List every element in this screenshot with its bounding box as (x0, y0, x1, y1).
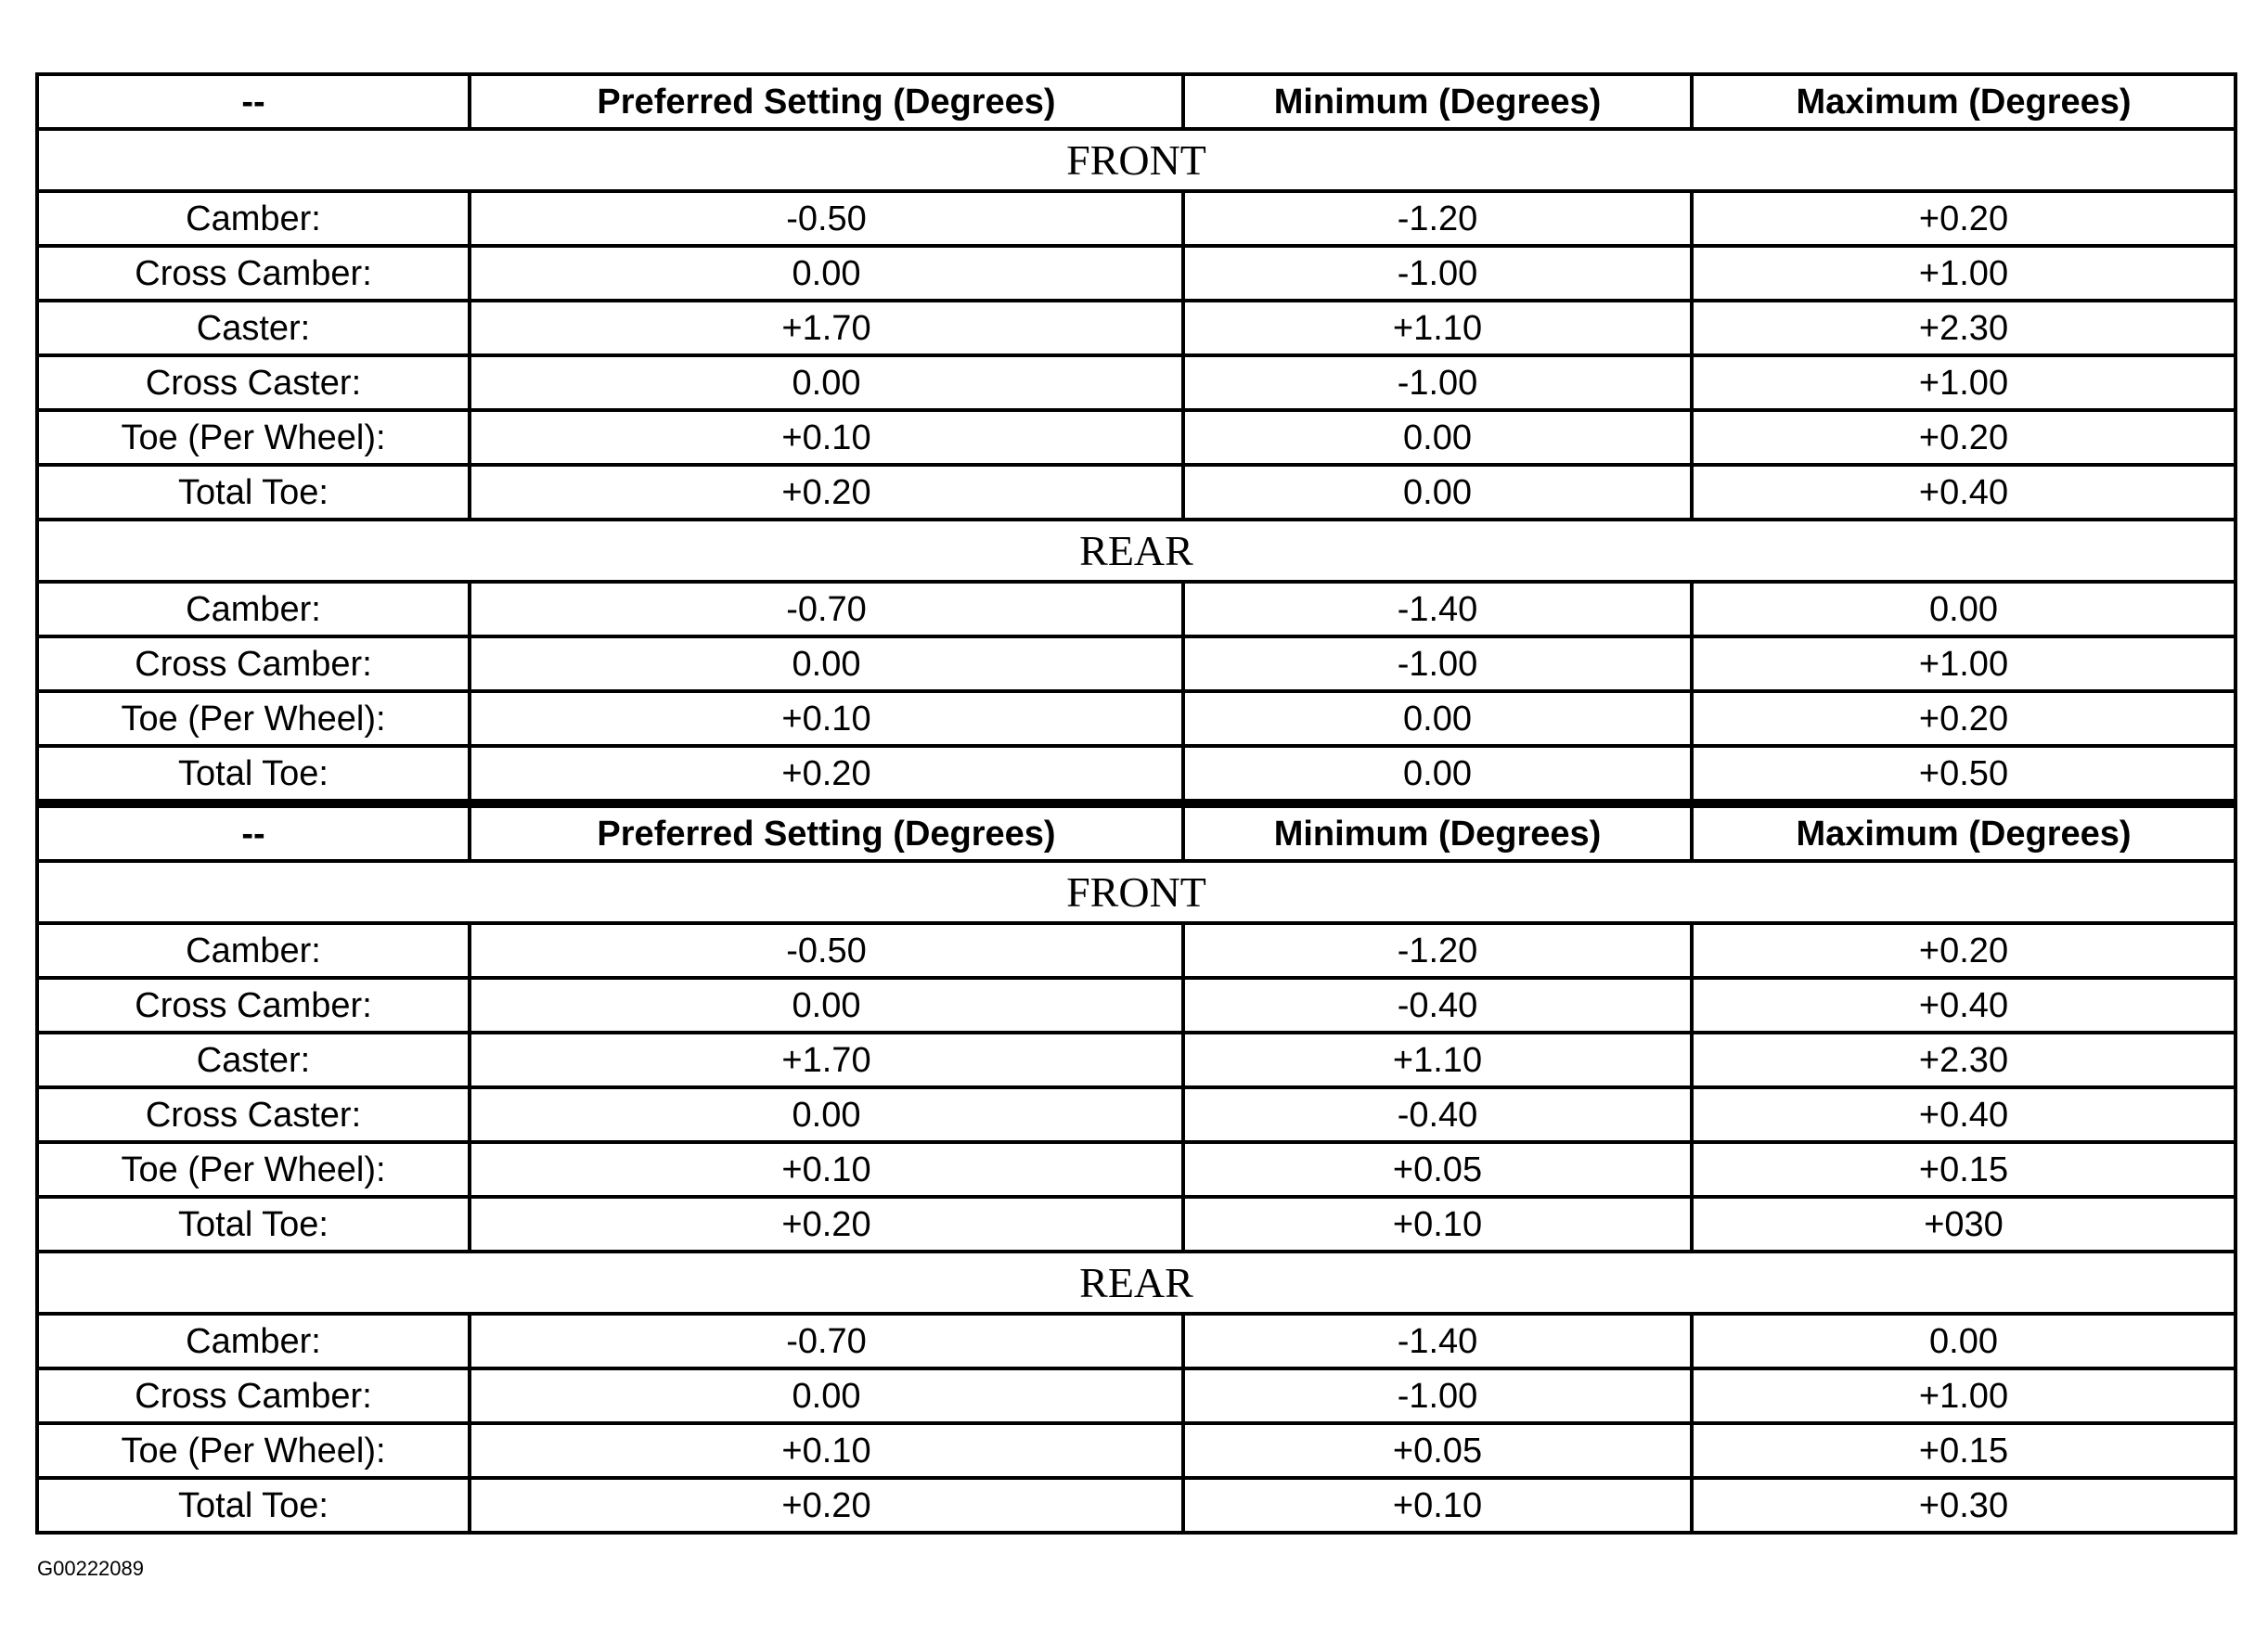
table-row (37, 1142, 2236, 1197)
figure-id-label: G00222089 (37, 1557, 144, 1580)
header-maximum-cell: Maximum (Degrees) (1692, 74, 2236, 129)
maximum-value-cell: +0.40 (1692, 978, 2236, 1033)
maximum-value-cell: +0.40 (1692, 1087, 2236, 1142)
alignment-specifications (35, 72, 2234, 1535)
header-preferred-cell: Preferred Setting (Degrees) (470, 803, 1183, 861)
column-header-row (37, 74, 2236, 129)
minimum-value-cell: -1.20 (1183, 191, 1692, 246)
minimum-value-cell: 0.00 (1183, 691, 1692, 746)
minimum-value-cell: 0.00 (1183, 410, 1692, 465)
maximum-value-cell: +1.00 (1692, 1368, 2236, 1423)
minimum-value-cell: +1.10 (1183, 301, 1692, 355)
section-label-rear: REAR (37, 520, 2236, 582)
preferred-value-cell: +0.10 (470, 1423, 1183, 1478)
table-row (37, 355, 2236, 410)
parameter-cell: Cross Camber: (37, 1368, 470, 1423)
maximum-value-cell: +0.15 (1692, 1142, 2236, 1197)
section-label-front: FRONT (37, 129, 2236, 191)
parameter-cell: Toe (Per Wheel): (37, 1142, 470, 1197)
preferred-value-cell: +0.20 (470, 1478, 1183, 1533)
table-row (37, 746, 2236, 801)
preferred-value-cell: +0.10 (470, 1142, 1183, 1197)
column-header-row (37, 803, 2236, 861)
parameter-cell: Caster: (37, 1033, 470, 1087)
preferred-value-cell: +0.10 (470, 410, 1183, 465)
minimum-value-cell: 0.00 (1183, 746, 1692, 801)
table-row (37, 691, 2236, 746)
section-row-rear (37, 520, 2236, 582)
table-row (37, 1478, 2236, 1533)
maximum-value-cell: 0.00 (1692, 1314, 2236, 1368)
header-blank-cell: -- (37, 803, 470, 861)
parameter-cell: Toe (Per Wheel): (37, 1423, 470, 1478)
parameter-cell: Camber: (37, 191, 470, 246)
table-row (37, 582, 2236, 636)
maximum-value-cell: +1.00 (1692, 246, 2236, 301)
table-row (37, 1197, 2236, 1252)
table-row (37, 1087, 2236, 1142)
table-row (37, 1033, 2236, 1087)
table-row (37, 923, 2236, 978)
preferred-value-cell: -0.70 (470, 1314, 1183, 1368)
maximum-value-cell: +030 (1692, 1197, 2236, 1252)
preferred-value-cell: +1.70 (470, 1033, 1183, 1087)
maximum-value-cell: +0.30 (1692, 1478, 2236, 1533)
preferred-value-cell: +0.10 (470, 691, 1183, 746)
table-row (37, 1368, 2236, 1423)
table-row (37, 410, 2236, 465)
table-row (37, 246, 2236, 301)
minimum-value-cell: -0.40 (1183, 978, 1692, 1033)
parameter-cell: Total Toe: (37, 465, 470, 520)
section-label-front: FRONT (37, 861, 2236, 923)
preferred-value-cell: 0.00 (470, 978, 1183, 1033)
parameter-cell: Caster: (37, 301, 470, 355)
maximum-value-cell: +0.40 (1692, 465, 2236, 520)
minimum-value-cell: -1.00 (1183, 355, 1692, 410)
minimum-value-cell: -1.00 (1183, 636, 1692, 691)
preferred-value-cell: -0.50 (470, 923, 1183, 978)
parameter-cell: Cross Caster: (37, 355, 470, 410)
maximum-value-cell: +0.20 (1692, 923, 2236, 978)
table-row (37, 301, 2236, 355)
preferred-value-cell: -0.70 (470, 582, 1183, 636)
header-blank-cell: -- (37, 74, 470, 129)
preferred-value-cell: 0.00 (470, 1087, 1183, 1142)
preferred-value-cell: 0.00 (470, 355, 1183, 410)
preferred-value-cell: +0.20 (470, 1197, 1183, 1252)
minimum-value-cell: -0.40 (1183, 1087, 1692, 1142)
parameter-cell: Total Toe: (37, 1197, 470, 1252)
minimum-value-cell: +0.05 (1183, 1142, 1692, 1197)
maximum-value-cell: +2.30 (1692, 1033, 2236, 1087)
parameter-cell: Camber: (37, 923, 470, 978)
preferred-value-cell: +1.70 (470, 301, 1183, 355)
section-row-rear (37, 1252, 2236, 1314)
minimum-value-cell: +1.10 (1183, 1033, 1692, 1087)
parameter-cell: Cross Camber: (37, 636, 470, 691)
maximum-value-cell: +0.15 (1692, 1423, 2236, 1478)
parameter-cell: Toe (Per Wheel): (37, 410, 470, 465)
parameter-cell: Toe (Per Wheel): (37, 691, 470, 746)
section-label-rear: REAR (37, 1252, 2236, 1314)
parameter-cell: Total Toe: (37, 746, 470, 801)
minimum-value-cell: +0.10 (1183, 1197, 1692, 1252)
header-maximum-cell: Maximum (Degrees) (1692, 803, 2236, 861)
parameter-cell: Cross Caster: (37, 1087, 470, 1142)
preferred-value-cell: 0.00 (470, 1368, 1183, 1423)
minimum-value-cell: +0.05 (1183, 1423, 1692, 1478)
minimum-value-cell: -1.20 (1183, 923, 1692, 978)
minimum-value-cell: 0.00 (1183, 465, 1692, 520)
parameter-cell: Camber: (37, 1314, 470, 1368)
section-row-front (37, 129, 2236, 191)
minimum-value-cell: +0.10 (1183, 1478, 1692, 1533)
maximum-value-cell: +1.00 (1692, 355, 2236, 410)
maximum-value-cell: +0.20 (1692, 410, 2236, 465)
preferred-value-cell: +0.20 (470, 746, 1183, 801)
table-row (37, 636, 2236, 691)
preferred-value-cell: 0.00 (470, 636, 1183, 691)
section-row-front (37, 861, 2236, 923)
table-row (37, 978, 2236, 1033)
preferred-value-cell: +0.20 (470, 465, 1183, 520)
minimum-value-cell: -1.00 (1183, 246, 1692, 301)
parameter-cell: Total Toe: (37, 1478, 470, 1533)
maximum-value-cell: +0.20 (1692, 191, 2236, 246)
minimum-value-cell: -1.40 (1183, 582, 1692, 636)
maximum-value-cell: 0.00 (1692, 582, 2236, 636)
header-preferred-cell: Preferred Setting (Degrees) (470, 74, 1183, 129)
parameter-cell: Cross Camber: (37, 978, 470, 1033)
header-minimum-cell: Minimum (Degrees) (1183, 74, 1692, 129)
table-row (37, 1314, 2236, 1368)
maximum-value-cell: +0.50 (1692, 746, 2236, 801)
maximum-value-cell: +1.00 (1692, 636, 2236, 691)
header-minimum-cell: Minimum (Degrees) (1183, 803, 1692, 861)
table-row (37, 191, 2236, 246)
minimum-value-cell: -1.40 (1183, 1314, 1692, 1368)
maximum-value-cell: +2.30 (1692, 301, 2236, 355)
table-row (37, 465, 2236, 520)
table-row (37, 1423, 2236, 1478)
preferred-value-cell: -0.50 (470, 191, 1183, 246)
parameter-cell: Cross Camber: (37, 246, 470, 301)
preferred-value-cell: 0.00 (470, 246, 1183, 301)
maximum-value-cell: +0.20 (1692, 691, 2236, 746)
alignment-table-2 (35, 799, 2237, 1535)
minimum-value-cell: -1.00 (1183, 1368, 1692, 1423)
parameter-cell: Camber: (37, 582, 470, 636)
alignment-table-1 (35, 72, 2237, 803)
